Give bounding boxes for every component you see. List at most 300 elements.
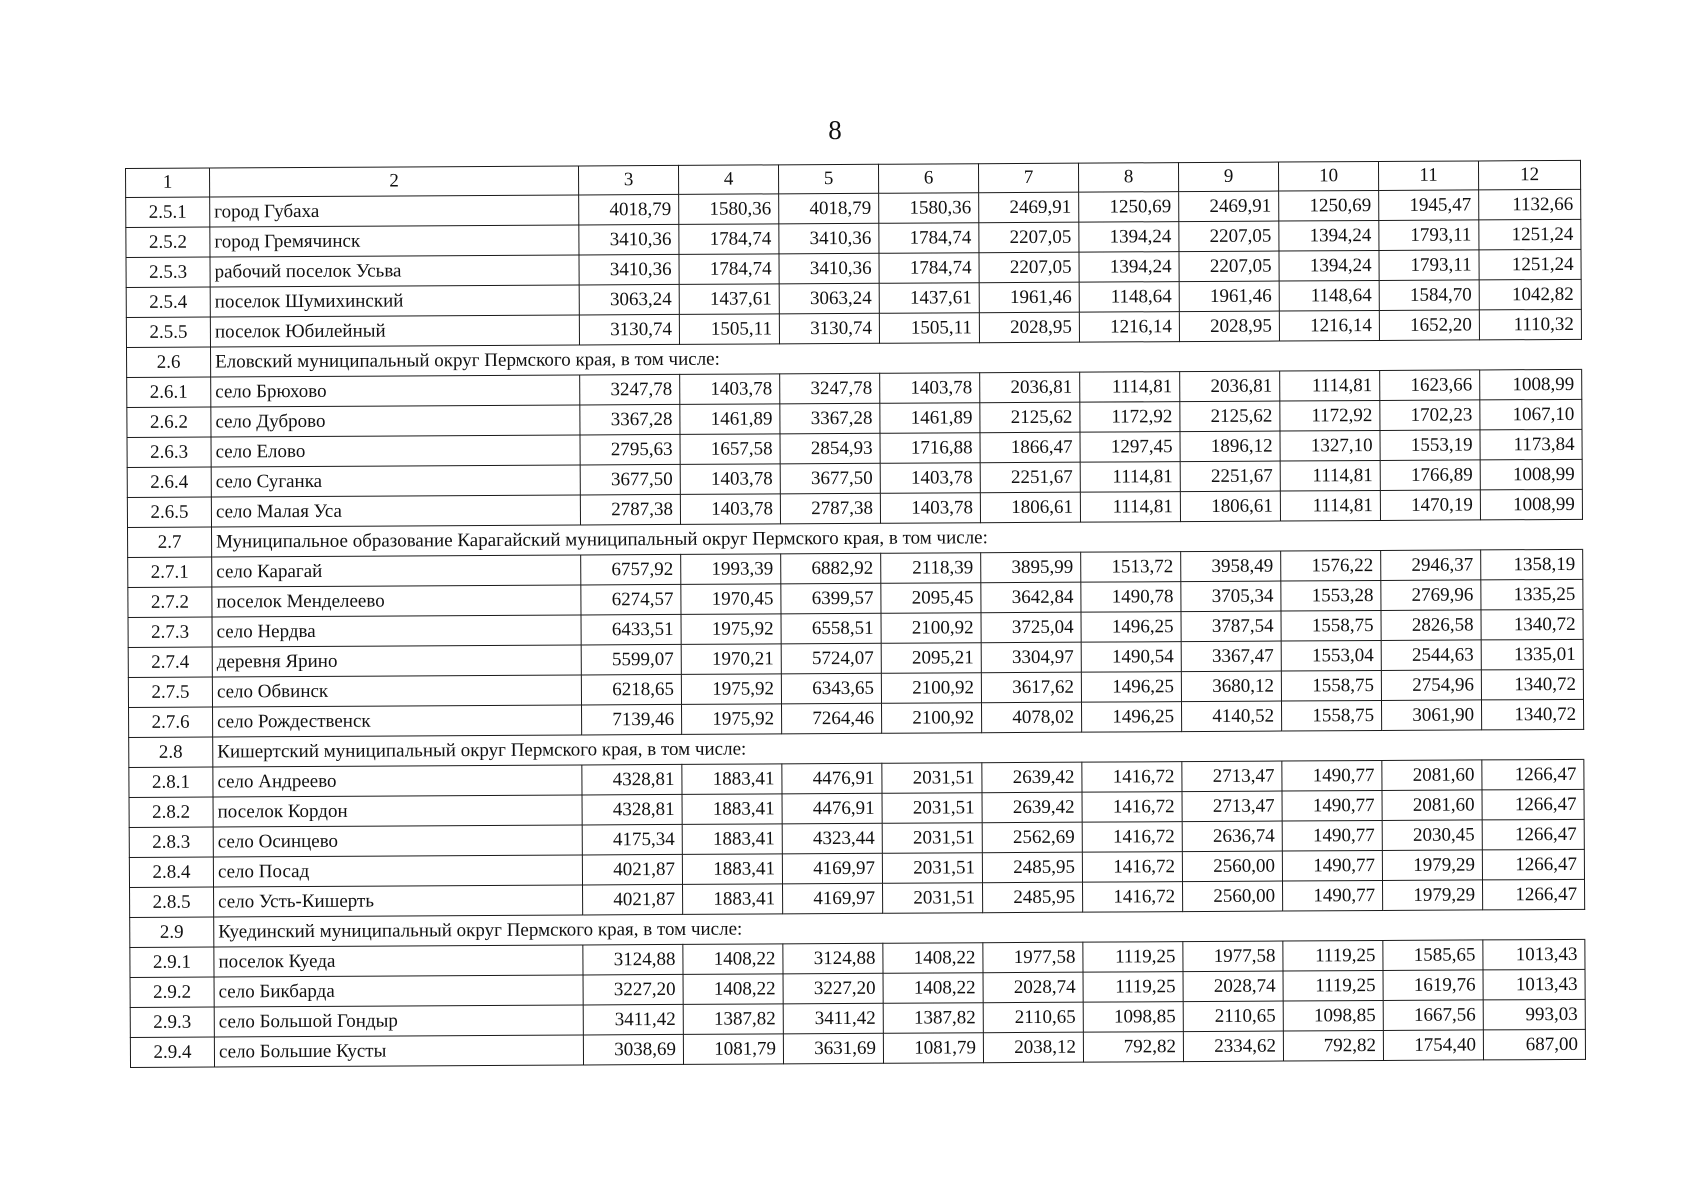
row-code: 2.5.1 xyxy=(126,197,210,227)
settlement-name: село Дуброво xyxy=(211,405,580,437)
tariff-table-sheet xyxy=(125,160,1585,1068)
value-cell: 1250,69 xyxy=(1079,192,1179,223)
value-cell: 2769,96 xyxy=(1381,580,1481,611)
value-cell: 1358,19 xyxy=(1481,549,1583,580)
value-cell: 1387,82 xyxy=(683,1004,783,1035)
value-cell: 7264,46 xyxy=(782,703,882,734)
value-cell: 3367,28 xyxy=(780,403,880,434)
value-cell: 2125,62 xyxy=(980,402,1080,433)
group-title: Куединский муниципальный округ Пермского края, в том числе: xyxy=(214,909,1585,947)
value-cell: 1403,78 xyxy=(880,463,980,494)
value-cell: 3411,42 xyxy=(583,1004,683,1035)
value-cell: 3677,50 xyxy=(780,463,880,494)
row-code: 2.6.4 xyxy=(127,467,211,497)
value-cell: 993,03 xyxy=(1483,999,1585,1030)
settlement-name: село Осинцево xyxy=(213,825,582,857)
value-cell: 2036,81 xyxy=(1180,371,1280,402)
value-cell: 1784,74 xyxy=(679,254,779,285)
value-cell: 1585,65 xyxy=(1383,940,1483,971)
value-cell: 3124,88 xyxy=(783,943,883,974)
value-cell: 2207,05 xyxy=(979,222,1079,253)
column-header: 9 xyxy=(1178,162,1278,192)
value-cell: 1327,10 xyxy=(1280,430,1380,461)
value-cell: 1173,84 xyxy=(1480,429,1582,460)
value-cell: 2100,92 xyxy=(881,613,981,644)
value-cell: 1619,76 xyxy=(1383,970,1483,1001)
value-cell: 4328,81 xyxy=(582,794,682,825)
value-cell: 1266,47 xyxy=(1482,789,1584,820)
value-cell: 2207,05 xyxy=(1179,251,1279,282)
row-code: 2.8.4 xyxy=(129,857,213,887)
value-cell: 1553,19 xyxy=(1380,430,1480,461)
row-code: 2.6.2 xyxy=(127,407,211,437)
value-cell: 1505,11 xyxy=(679,314,779,345)
value-cell: 6757,92 xyxy=(581,554,681,585)
value-cell: 3227,20 xyxy=(783,973,883,1004)
row-code: 2.5.3 xyxy=(126,257,210,287)
value-cell: 1216,14 xyxy=(1079,312,1179,343)
value-cell: 1008,99 xyxy=(1480,369,1582,400)
value-cell: 1114,81 xyxy=(1280,490,1380,521)
value-cell: 1416,72 xyxy=(1082,792,1182,823)
value-cell: 3063,24 xyxy=(779,283,879,314)
value-cell: 1110,32 xyxy=(1479,309,1581,340)
settlement-name: село Брюхово xyxy=(211,375,580,407)
value-cell: 1081,79 xyxy=(883,1033,983,1064)
value-cell: 1883,41 xyxy=(682,794,782,825)
value-cell: 2038,12 xyxy=(983,1032,1083,1063)
value-cell: 1490,77 xyxy=(1282,760,1382,791)
value-cell: 1416,72 xyxy=(1082,822,1182,853)
value-cell: 2100,92 xyxy=(882,703,982,734)
row-code: 2.8.5 xyxy=(130,887,214,917)
value-cell: 1216,14 xyxy=(1279,310,1379,341)
value-cell: 1340,72 xyxy=(1481,669,1583,700)
value-cell: 3247,78 xyxy=(580,374,680,405)
value-cell: 1580,36 xyxy=(679,194,779,225)
value-cell: 1490,77 xyxy=(1282,850,1382,881)
value-cell: 1623,66 xyxy=(1380,370,1480,401)
value-cell: 3705,34 xyxy=(1181,581,1281,612)
value-cell: 1114,81 xyxy=(1080,372,1180,403)
value-cell: 3410,36 xyxy=(779,223,879,254)
value-cell: 2028,74 xyxy=(983,972,1083,1003)
value-cell: 6433,51 xyxy=(581,614,681,645)
value-cell: 1558,75 xyxy=(1281,700,1381,731)
value-cell: 2826,58 xyxy=(1381,610,1481,641)
settlement-name: село Нердва xyxy=(212,615,581,647)
value-cell: 1013,43 xyxy=(1483,939,1585,970)
value-cell: 1975,92 xyxy=(681,674,781,705)
row-code: 2.8.3 xyxy=(129,827,213,857)
value-cell: 4169,97 xyxy=(783,883,883,914)
settlement-name: город Губаха xyxy=(210,195,579,227)
row-code: 2.9 xyxy=(130,917,214,947)
row-code: 2.6.1 xyxy=(127,377,211,407)
value-cell: 1098,85 xyxy=(1283,1000,1383,1031)
value-cell: 2251,67 xyxy=(980,462,1080,493)
value-cell: 3642,84 xyxy=(981,582,1081,613)
value-cell: 3304,97 xyxy=(981,642,1081,673)
value-cell: 1979,29 xyxy=(1382,880,1482,911)
settlement-name: поселок Шумихинский xyxy=(210,285,579,317)
value-cell: 1335,25 xyxy=(1481,579,1583,610)
row-code: 2.7 xyxy=(128,527,212,557)
value-cell: 1387,82 xyxy=(883,1003,983,1034)
value-cell: 1394,24 xyxy=(1079,222,1179,253)
value-cell: 2713,47 xyxy=(1182,791,1282,822)
value-cell: 1335,01 xyxy=(1481,639,1583,670)
value-cell: 1970,45 xyxy=(681,584,781,615)
value-cell: 2031,51 xyxy=(882,793,982,824)
value-cell: 1558,75 xyxy=(1281,670,1381,701)
value-cell: 1558,75 xyxy=(1281,610,1381,641)
value-cell: 792,82 xyxy=(1083,1032,1183,1063)
column-header: 8 xyxy=(1078,163,1178,193)
value-cell: 2560,00 xyxy=(1182,851,1282,882)
value-cell: 2334,62 xyxy=(1183,1031,1283,1062)
value-cell: 792,82 xyxy=(1283,1030,1383,1061)
value-cell: 1461,89 xyxy=(680,404,780,435)
value-cell: 1979,29 xyxy=(1382,850,1482,881)
value-cell: 1416,72 xyxy=(1082,852,1182,883)
value-cell: 2081,60 xyxy=(1382,760,1482,791)
value-cell: 1490,77 xyxy=(1283,880,1383,911)
value-cell: 1408,22 xyxy=(883,943,983,974)
row-code: 2.9.4 xyxy=(130,1037,214,1067)
value-cell: 1652,20 xyxy=(1379,310,1479,341)
value-cell: 1883,41 xyxy=(682,824,782,855)
value-cell: 1883,41 xyxy=(683,884,783,915)
value-cell: 1408,22 xyxy=(683,974,783,1005)
column-header: 5 xyxy=(778,164,878,194)
row-code: 2.5.2 xyxy=(126,227,210,257)
value-cell: 1251,24 xyxy=(1479,249,1581,280)
value-cell: 1340,72 xyxy=(1481,609,1583,640)
value-cell: 2125,62 xyxy=(1180,401,1280,432)
value-cell: 3247,78 xyxy=(780,373,880,404)
column-header: 1 xyxy=(126,168,210,197)
value-cell: 1266,47 xyxy=(1482,759,1584,790)
value-cell: 3680,12 xyxy=(1181,671,1281,702)
value-cell: 1716,88 xyxy=(880,433,980,464)
value-cell: 1008,99 xyxy=(1480,459,1582,490)
value-cell: 2787,38 xyxy=(780,493,880,524)
value-cell: 1553,28 xyxy=(1281,580,1381,611)
value-cell: 2036,81 xyxy=(980,372,1080,403)
value-cell: 2095,21 xyxy=(881,643,981,674)
value-cell: 2795,63 xyxy=(580,434,680,465)
settlement-name: село Усть-Кишерть xyxy=(214,885,583,917)
page-number: 8 xyxy=(828,115,842,145)
value-cell: 2031,51 xyxy=(882,823,982,854)
value-cell: 1667,56 xyxy=(1383,1000,1483,1031)
value-cell: 1119,25 xyxy=(1283,940,1383,971)
value-cell: 1496,25 xyxy=(1081,672,1181,703)
value-cell: 7139,46 xyxy=(582,704,682,735)
value-cell: 1993,39 xyxy=(681,554,781,585)
column-header: 7 xyxy=(978,163,1078,193)
value-cell: 2469,91 xyxy=(1179,191,1279,222)
value-cell: 3725,04 xyxy=(981,612,1081,643)
value-cell: 2485,95 xyxy=(983,882,1083,913)
value-cell: 6558,51 xyxy=(781,613,881,644)
row-code: 2.6.5 xyxy=(127,497,211,527)
value-cell: 1513,72 xyxy=(1081,552,1181,583)
value-cell: 1098,85 xyxy=(1083,1002,1183,1033)
value-cell: 1119,25 xyxy=(1283,970,1383,1001)
settlement-name: село Малая Уса xyxy=(211,495,580,527)
value-cell: 4140,52 xyxy=(1181,701,1281,732)
settlement-name: поселок Менделеево xyxy=(212,585,581,617)
value-cell: 4021,87 xyxy=(583,884,683,915)
value-cell: 1250,69 xyxy=(1279,190,1379,221)
row-code: 2.8 xyxy=(129,737,213,767)
value-cell: 1114,81 xyxy=(1280,460,1380,491)
value-cell: 2251,67 xyxy=(1180,461,1280,492)
row-code: 2.6 xyxy=(127,347,211,377)
settlement-name: село Большой Гондыр xyxy=(214,1005,583,1037)
value-cell: 2095,45 xyxy=(881,583,981,614)
value-cell: 1496,25 xyxy=(1081,612,1181,643)
row-code: 2.9.1 xyxy=(130,947,214,977)
value-cell: 3061,90 xyxy=(1381,700,1481,731)
value-cell: 1975,92 xyxy=(682,704,782,735)
value-cell: 1266,47 xyxy=(1482,819,1584,850)
value-cell: 1766,89 xyxy=(1380,460,1480,491)
settlement-name: село Елово xyxy=(211,435,580,467)
value-cell: 1490,54 xyxy=(1081,642,1181,673)
column-header: 2 xyxy=(210,166,579,197)
value-cell: 1081,79 xyxy=(683,1034,783,1065)
column-header: 6 xyxy=(878,164,978,194)
value-cell: 2469,91 xyxy=(979,192,1079,223)
row-code: 2.7.6 xyxy=(129,707,213,737)
row-code: 2.6.3 xyxy=(127,437,211,467)
value-cell: 2562,69 xyxy=(982,822,1082,853)
settlement-name: город Гремячинск xyxy=(210,225,579,257)
value-cell: 1340,72 xyxy=(1481,699,1583,730)
settlement-name: село Карагай xyxy=(212,555,581,587)
value-cell: 1403,78 xyxy=(880,373,980,404)
value-cell: 2636,74 xyxy=(1182,821,1282,852)
value-cell: 1042,82 xyxy=(1479,279,1581,310)
value-cell: 1977,58 xyxy=(983,942,1083,973)
value-cell: 2560,00 xyxy=(1183,881,1283,912)
settlement-name: село Бикбарда xyxy=(214,975,583,1007)
value-cell: 1806,61 xyxy=(1180,491,1280,522)
value-cell: 1394,24 xyxy=(1279,250,1379,281)
value-cell: 2485,95 xyxy=(982,852,1082,883)
row-code: 2.8.2 xyxy=(129,797,213,827)
value-cell: 1945,47 xyxy=(1379,190,1479,221)
row-code: 2.7.2 xyxy=(128,587,212,617)
value-cell: 3130,74 xyxy=(579,314,679,345)
value-cell: 1975,92 xyxy=(681,614,781,645)
value-cell: 3631,69 xyxy=(783,1033,883,1064)
value-cell: 3958,49 xyxy=(1181,551,1281,582)
value-cell: 1067,10 xyxy=(1480,399,1582,430)
value-cell: 2207,05 xyxy=(1179,221,1279,252)
settlement-name: рабочий поселок Усьва xyxy=(210,255,579,287)
value-cell: 1403,78 xyxy=(680,374,780,405)
value-cell: 2854,93 xyxy=(780,433,880,464)
value-cell: 1576,22 xyxy=(1281,550,1381,581)
value-cell: 4328,81 xyxy=(582,764,682,795)
row-code: 2.7.5 xyxy=(128,677,212,707)
settlement-name: село Андреево xyxy=(213,765,582,797)
value-cell: 1490,77 xyxy=(1282,790,1382,821)
value-cell: 4476,91 xyxy=(782,793,882,824)
value-cell: 1114,81 xyxy=(1280,370,1380,401)
value-cell: 3367,47 xyxy=(1181,641,1281,672)
value-cell: 2028,74 xyxy=(1183,971,1283,1002)
value-cell: 1408,22 xyxy=(683,944,783,975)
row-code: 2.5.4 xyxy=(126,287,210,317)
value-cell: 3617,62 xyxy=(981,672,1081,703)
value-cell: 4169,97 xyxy=(782,853,882,884)
group-title: Кишертский муниципальный округ Пермского края, в том числе: xyxy=(213,729,1584,767)
value-cell: 6218,65 xyxy=(581,674,681,705)
settlement-name: поселок Кордон xyxy=(213,795,582,827)
value-cell: 1114,81 xyxy=(1080,492,1180,523)
value-cell: 2031,51 xyxy=(882,763,982,794)
value-cell: 1470,19 xyxy=(1380,490,1480,521)
value-cell: 3130,74 xyxy=(779,313,879,344)
value-cell: 1496,25 xyxy=(1081,702,1181,733)
settlement-name: село Обвинск xyxy=(212,675,581,707)
value-cell: 1784,74 xyxy=(679,224,779,255)
value-cell: 2754,96 xyxy=(1381,670,1481,701)
value-cell: 1437,61 xyxy=(879,283,979,314)
value-cell: 1416,72 xyxy=(1082,762,1182,793)
value-cell: 3410,36 xyxy=(579,254,679,285)
value-cell: 5599,07 xyxy=(581,644,681,675)
value-cell: 1148,64 xyxy=(1079,282,1179,313)
value-cell: 1793,11 xyxy=(1379,220,1479,251)
value-cell: 4323,44 xyxy=(782,823,882,854)
value-cell: 1866,47 xyxy=(980,432,1080,463)
value-cell: 1490,78 xyxy=(1081,582,1181,613)
value-cell: 3411,42 xyxy=(783,1003,883,1034)
value-cell: 3677,50 xyxy=(580,464,680,495)
row-code: 2.8.1 xyxy=(129,767,213,797)
value-cell: 2031,51 xyxy=(882,853,982,884)
column-header: 11 xyxy=(1378,161,1478,191)
value-cell: 1266,47 xyxy=(1482,879,1584,910)
value-cell: 2100,92 xyxy=(881,673,981,704)
value-cell: 1251,24 xyxy=(1479,219,1581,250)
value-cell: 3410,36 xyxy=(779,253,879,284)
settlement-name: село Большие Кусты xyxy=(214,1035,583,1067)
value-cell: 2081,60 xyxy=(1382,790,1482,821)
column-header: 3 xyxy=(578,165,678,195)
value-cell: 1114,81 xyxy=(1080,462,1180,493)
settlement-name: деревня Ярино xyxy=(212,645,581,677)
value-cell: 1657,58 xyxy=(680,434,780,465)
row-code: 2.5.5 xyxy=(126,317,210,347)
value-cell: 1580,36 xyxy=(879,193,979,224)
value-cell: 1403,78 xyxy=(680,494,780,525)
settlement-name: поселок Куеда xyxy=(214,945,583,977)
value-cell: 2110,65 xyxy=(983,1002,1083,1033)
value-cell: 2544,63 xyxy=(1381,640,1481,671)
value-cell: 1883,41 xyxy=(682,764,782,795)
value-cell: 1416,72 xyxy=(1083,882,1183,913)
row-code: 2.7.4 xyxy=(128,647,212,677)
value-cell: 2110,65 xyxy=(1183,1001,1283,1032)
row-code: 2.9.3 xyxy=(130,1007,214,1037)
value-cell: 2946,37 xyxy=(1381,550,1481,581)
value-cell: 1394,24 xyxy=(1079,252,1179,283)
value-cell: 3895,99 xyxy=(981,552,1081,583)
group-title: Еловский муниципальный округ Пермского края, в том числе: xyxy=(211,339,1582,377)
settlement-name: село Посад xyxy=(213,855,582,887)
value-cell: 1408,22 xyxy=(883,973,983,1004)
value-cell: 1172,92 xyxy=(1280,400,1380,431)
value-cell: 5724,07 xyxy=(781,643,881,674)
value-cell: 6399,57 xyxy=(781,583,881,614)
value-cell: 2787,38 xyxy=(580,494,680,525)
value-cell: 2207,05 xyxy=(979,252,1079,283)
value-cell: 1297,45 xyxy=(1080,432,1180,463)
value-cell: 2028,95 xyxy=(979,312,1079,343)
group-title: Муниципальное образование Карагайский муниципальный округ Пермского края, в том числе: xyxy=(212,519,1583,557)
value-cell: 4018,79 xyxy=(579,194,679,225)
value-cell: 1793,11 xyxy=(1379,250,1479,281)
value-cell: 3367,28 xyxy=(580,404,680,435)
settlement-name: село Рождественск xyxy=(213,705,582,737)
value-cell: 3787,54 xyxy=(1181,611,1281,642)
value-cell: 1461,89 xyxy=(880,403,980,434)
value-cell: 1437,61 xyxy=(679,284,779,315)
value-cell: 2028,95 xyxy=(1179,311,1279,342)
value-cell: 2118,39 xyxy=(881,553,981,584)
value-cell: 3063,24 xyxy=(579,284,679,315)
value-cell: 4476,91 xyxy=(782,763,882,794)
row-code: 2.9.2 xyxy=(130,977,214,1007)
value-cell: 1961,46 xyxy=(979,282,1079,313)
tariff-table xyxy=(125,160,1586,1068)
value-cell: 1119,25 xyxy=(1083,972,1183,1003)
value-cell: 1490,77 xyxy=(1282,820,1382,851)
value-cell: 1403,78 xyxy=(680,464,780,495)
value-cell: 1754,40 xyxy=(1383,1030,1483,1061)
settlement-name: поселок Юбилейный xyxy=(210,315,579,347)
value-cell: 2639,42 xyxy=(982,792,1082,823)
value-cell: 1883,41 xyxy=(682,854,782,885)
value-cell: 4021,87 xyxy=(582,854,682,885)
value-cell: 1977,58 xyxy=(1183,941,1283,972)
value-cell: 2639,42 xyxy=(982,762,1082,793)
value-cell: 1148,64 xyxy=(1279,280,1379,311)
value-cell: 2713,47 xyxy=(1182,761,1282,792)
value-cell: 1505,11 xyxy=(879,313,979,344)
value-cell: 1970,21 xyxy=(681,644,781,675)
value-cell: 1961,46 xyxy=(1179,281,1279,312)
value-cell: 1172,92 xyxy=(1080,402,1180,433)
value-cell: 1896,12 xyxy=(1180,431,1280,462)
value-cell: 6882,92 xyxy=(781,553,881,584)
value-cell: 6343,65 xyxy=(781,673,881,704)
value-cell: 1394,24 xyxy=(1279,220,1379,251)
value-cell: 1553,04 xyxy=(1281,640,1381,671)
value-cell: 1132,66 xyxy=(1479,189,1581,220)
value-cell: 2030,45 xyxy=(1382,820,1482,851)
row-code: 2.7.1 xyxy=(128,557,212,587)
row-code: 2.7.3 xyxy=(128,617,212,647)
value-cell: 1806,61 xyxy=(980,492,1080,523)
